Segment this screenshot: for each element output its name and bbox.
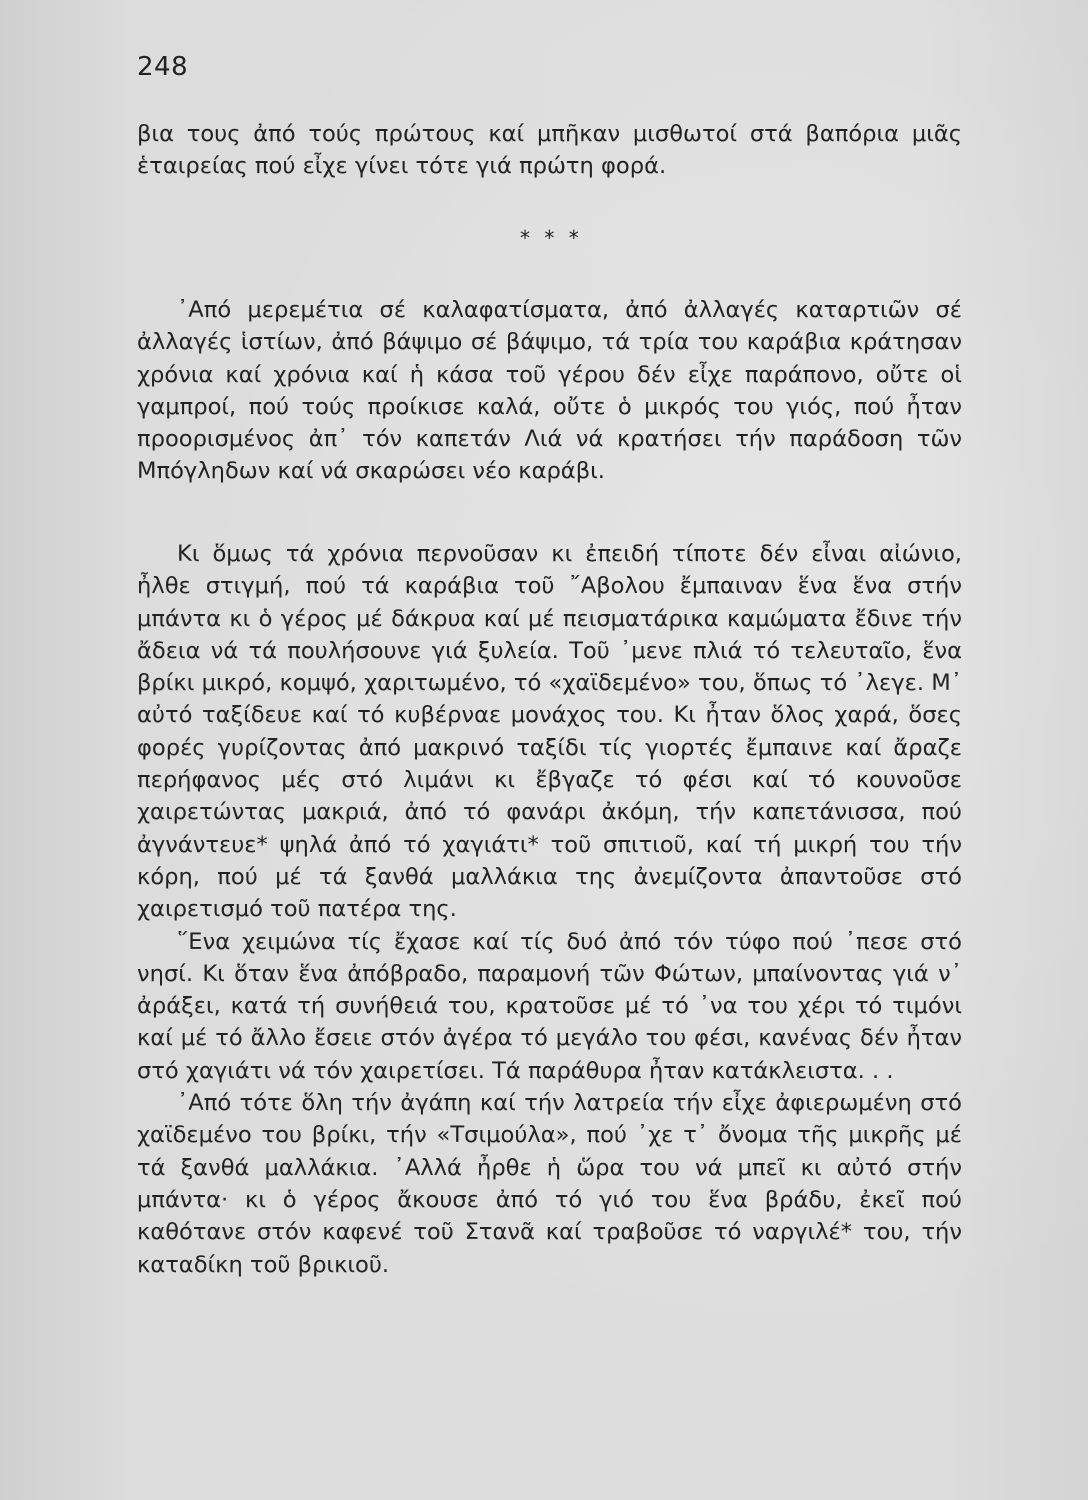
paragraph-3: Κι ὅμως τά χρόνια περνοῦσαν κι ἐπειδή τίποτε δέν εἶναι αἰώνιο, ἦλθε στιγμή, πού τά καράβια τοῦ ῎Αβολου ἔμπαιναν ἕνα ἕνα στήν μπάντα κι ὁ γέρος μέ δάκρυα καί μέ πεισματάρικα καμώματα ἔδινε τήν ἄδεια νά τά πουλήσουνε γιά ξυλεία. Τοῦ ᾿μενε πλιά τό τελευταῖο, ἕνα βρίκι μικρό, κομψό, χαριτωμένο, τό «χαϊδεμένο» του, ὅπως τό ᾿λεγε. Μ᾿ αὐτό ταξίδευε καί τό κυβέρναε μονάχος του. Κι ἦταν ὅλος χαρά, ὅσες φορές γυρίζοντας ἀπό μακρινό ταξίδι τίς γιορτές ἔμπαινε καί ἄραζε περήφανος μές στό λιμάνι κι ἔβγαζε τό φέσι καί τό κουνοῦσε χαιρετώντας μακριά, ἀπό τό φανάρι ἀκόμη, τήν καπετάνισσα, πού ἀγνάντευε* ψηλά ἀπό τό χαγιάτι* τοῦ σπιτιοῦ, καί τή μικρή του τήν κόρη, πού μέ τά ξανθά μαλλάκια της ἀνεμίζοντα ἀπαντοῦσε στό χαιρετισμό τοῦ πατέρα της. <box>137 541 962 923</box>
body-text <box>137 538 962 1281</box>
page-number: 248 <box>137 52 189 82</box>
paragraph-5: ᾿Από τότε ὅλη τήν ἀγάπη καί τήν λατρεία τήν εἶχε ἀφιερωμένη στό χαϊδεμένο του βρίκι, τήν «Τσιμούλα», πού ᾿χε τ᾿ ὄνομα τῆς μικρῆς μέ τά ξανθά μαλλάκια. ᾿Αλλά ἦρθε ἡ ὥρα του νά μπεῖ κι αὐτό στήν μπάντα· κι ὁ γέρος ἄκουσε ἀπό τό γιό του ἕνα βράδυ, ἐκεῖ πού καθότανε στόν καφενέ τοῦ Στανᾶ καί τραβοῦσε τό ναργιλέ* του, τήν καταδίκη τοῦ βρικιοῦ. <box>137 1090 962 1278</box>
paragraph-2: ᾿Από μερεμέτια σέ καλαφατίσματα, ἀπό ἀλλαγές καταρτιῶν σέ ἀλλαγές ἱστίων, ἀπό βάψιμο σέ βάψιμο, τά τρία του καράβια κράτησαν χρόνια καί χρόνια καί ἡ κάσα τοῦ γέρου δέν εἶχε παράπονο, οὔτε οἱ γαμπροί, πού τούς προίκισε καλά, οὔτε ὁ μικρός του γιός, πού ἦταν προορισμένος ἀπ᾿ τόν καπετάν Λιά νά κρατήσει τήν παράδοση τῶν Μπόγληδων καί νά σκαρώσει νέο καράβι. <box>137 297 962 485</box>
section-break: * * * <box>520 226 583 250</box>
paragraph-1: βια τους ἀπό τούς πρώτους καί μπῆκαν μισθωτοί στά βαπόρια μιᾶς ἑταιρείας πού εἶχε γίνει τότε γιά πρώτη φορά. <box>137 121 962 180</box>
paragraph-4: ῞Ενα χειμώνα τίς ἔχασε καί τίς δυό ἀπό τόν τύφο πού ᾿πεσε στό νησί. Κι ὅταν ἕνα ἀπόβραδο, παραμονή τῶν Φώτων, μπαίνοντας γιά ν᾿ ἀράξει, κατά τή συνήθειά του, κρατοῦσε μέ τό ᾿να του χέρι τό τιμόνι καί μέ τό ἄλλο ἔσειε στόν ἀγέρα τό μεγάλο του φέσι, κανένας δέν ἦταν στό χαγιάτι νά τόν χαιρετίσει. Τά παράθυρα ἦταν κατάκλειστα. . . <box>137 928 962 1084</box>
